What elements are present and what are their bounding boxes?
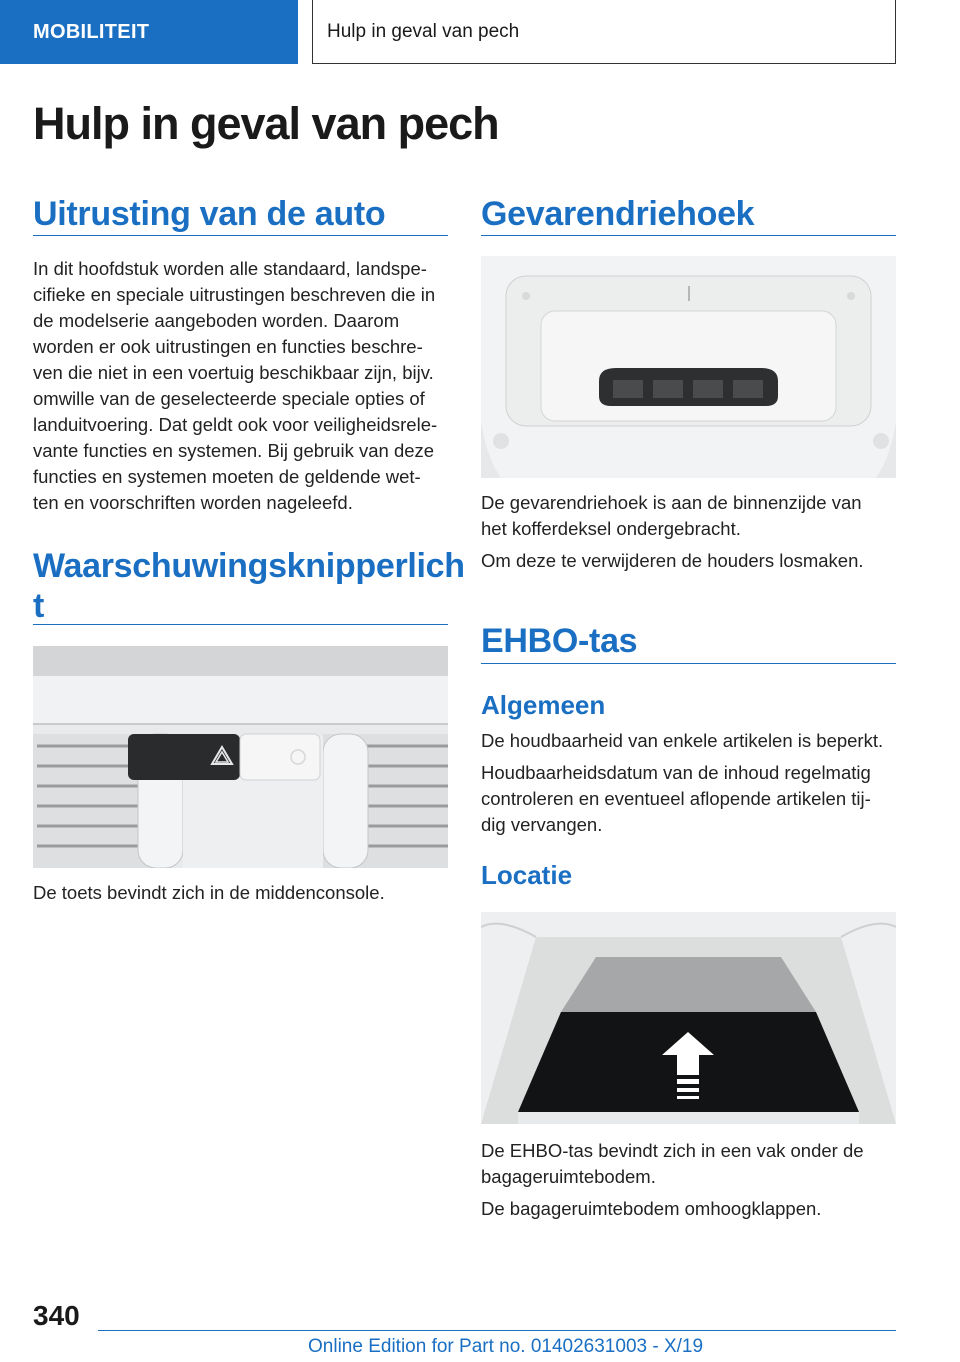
trunk-floor-photo bbox=[481, 912, 896, 1124]
hazard-switch-photo bbox=[33, 646, 448, 868]
general-paragraph-2: Houdbaarheidsdatum van de inhoud regelmatig controleren en eventueel aflopende artikelen tij- dig vervangen. bbox=[481, 762, 871, 835]
equipment-paragraph: In dit hoofdstuk worden alle standaard, landspe- cifieke en speciale uitrustingen beschreven die in de modelserie aangeboden worden. Daarom worden er ook uitrustingen en functies beschre- ven die niet in een voertuig beschikbaar zijn, bijv. omwille van de geselecteerde speciale opties of landuitvoering. Dat geldt ook voor veiligheidsrele- vante functies en systemen. Bij gebruik van deze functies en systemen moeten de geldende wet- ten en voorschriften worden nageleefd. bbox=[33, 258, 438, 513]
heading-general: Algemeen bbox=[481, 690, 606, 720]
heading-first-aid: EHBO-tas bbox=[481, 622, 638, 660]
general-paragraph-1: De houdbaarheid van enkele artikelen is beperkt. bbox=[481, 730, 884, 751]
hazard-caption: De toets bevindt zich in de middenconsole. bbox=[33, 882, 385, 903]
heading-location: Locatie bbox=[481, 860, 573, 890]
edition-note: Online Edition for Part no. 01402631003 - X/19 bbox=[308, 1336, 704, 1357]
footer-rule bbox=[98, 1330, 896, 1331]
page-title: Hulp in geval van pech bbox=[33, 98, 499, 149]
heading-hazard-lights: Waarschuwingsknipperlich t bbox=[33, 547, 465, 625]
triangle-paragraph-1: De gevarendriehoek is aan de binnenzijde van het kofferdeksel ondergebracht. bbox=[481, 492, 862, 539]
heading-equipment: Uitrusting van de auto bbox=[33, 195, 386, 233]
location-paragraph-1: De EHBO-tas bevindt zich in een vak onder de bagageruimtebodem. bbox=[481, 1140, 864, 1187]
section-tab[interactable]: MOBILITEIT bbox=[0, 0, 298, 64]
heading-rule bbox=[33, 235, 448, 236]
page-number: 340 bbox=[33, 1300, 80, 1331]
heading-rule bbox=[481, 663, 896, 664]
triangle-paragraph-2: Om deze te verwijderen de houders losmaken. bbox=[481, 550, 864, 571]
heading-warning-triangle: Gevarendriehoek bbox=[481, 195, 755, 233]
heading-rule bbox=[481, 235, 896, 236]
breadcrumb: Hulp in geval van pech bbox=[312, 0, 896, 64]
trunk-lid-photo bbox=[481, 256, 896, 478]
location-paragraph-2: De bagageruimtebodem omhoogklappen. bbox=[481, 1198, 822, 1219]
heading-rule bbox=[33, 624, 448, 625]
